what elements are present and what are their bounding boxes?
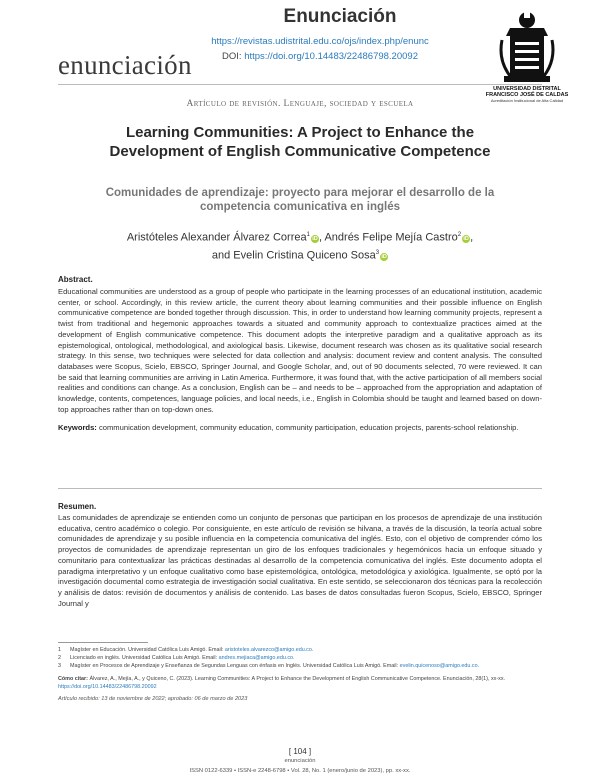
citation-label: Cómo citar: (58, 676, 88, 682)
author-footnote-ref[interactable]: 1 (306, 232, 310, 238)
footnote-email-link[interactable]: evelin.quicenoso@amigo.edu.co. (399, 663, 480, 669)
author-list: Aristóteles Alexander Álvarez Correa$^1$iD, Andrés Felipe Mejía Castro$^2$iD, and Evelin Cristina Quiceno Sosa$^3$iD (126, 231, 474, 262)
journal-logo-wordmark: enunciación (58, 50, 192, 80)
university-name-line2: FRANCISCO JOSÉ DE CALDAS (485, 92, 569, 98)
keywords-label: Keywords: (58, 423, 97, 432)
university-accreditation: Acreditación Institucional de Alta Calidad (490, 98, 564, 103)
article-title: Learning Communities: A Project to Enhance the Development of English Communicative Competence (109, 124, 491, 160)
footnote-email-link[interactable]: andres.mejiaca@amigo.edu.co. (218, 655, 295, 661)
orcid-icon[interactable]: iD (463, 235, 469, 242)
author-footnote-ref[interactable]: 3 (375, 250, 380, 257)
author-name: and Evelin Cristina Quiceno Sosa (211, 249, 376, 262)
orcid-icon[interactable]: iD (381, 253, 387, 260)
resumen-heading: Resumen. (58, 502, 97, 511)
doi-link[interactable]: https://doi.org/10.14483/22486798.20092 (244, 51, 418, 62)
header-divider (58, 84, 542, 85)
author-footnote-ref[interactable]: 2 (457, 232, 462, 238)
footnote-number: 3 (58, 663, 61, 669)
resumen-body: Las comunidades de aprendizaje se entienden como un conjunto de personas que participan en los procesos de aprendizaje de una institución educativa, centro académico o colegio. Por consiguiente, en este artículo de revisión se hilvana, a través de la discusión, la teoría actual sobre comunidades de aprendizaje y su posible influencia en la competencia comunicativa del inglés. Esto, con el objetivo de comprender cómo los proyectos de comunidades de aprendizaje representan un giro de los enfoques tradicionales y hegemónicos hacia un enfoque situado y comunitario para contextualizar las prácticas destinadas al desarrollo de la competencia comunicativa del inglés. Este documento adopta el paradigma interpretativo y un enfoque cualitativo como base epistemológica, ontológica, metodológica y axiológica. Igualmente, se optó por la investigación documental como estrategia de investigación social cualitativa. En este sentido, se seleccionaron dos técnicas para la recolección y análisis de datos: revisión de documentos y análisis de contenido. Las bases de datos consultadas fueron Scopus, Scielo, EBSCO, Springer Journal y (58, 513, 542, 608)
keywords-paragraph (58, 423, 542, 434)
footnote (58, 646, 542, 654)
footnote-email-link[interactable]: aristoteles.alvarezco@amigo.edu.co. (224, 647, 314, 653)
footer-issn: ISSN 0122-6339 • ISSN-e 2248-6798 • Vol. 28, No. 1 (enero/junio de 2023), pp. xx-xx. (189, 768, 411, 774)
doi-label: DOI: (222, 51, 242, 62)
footnote-text: Licenciado en inglés. Universidad Católica Luis Amigó. Email: (70, 655, 219, 661)
abstract-heading: Abstract. (58, 275, 93, 284)
footnote-text: Magíster en Procesos de Aprendizaje y Enseñanza de Segundas Lenguas con énfasis en Inglés. Universidad Católica Luis Amigó. Email: (70, 663, 400, 669)
footnote (58, 654, 542, 662)
page-number: [ 104 ] (288, 747, 312, 756)
footnote-number: 1 (58, 647, 61, 653)
footnote-number: 2 (58, 655, 61, 661)
university-crest-icon (496, 10, 558, 84)
keywords-list: communication development, community education, community participation, education projects, parents-school relationship. (98, 423, 519, 432)
doi-line (190, 51, 450, 62)
journal-title: Enunciación (283, 6, 397, 27)
university-name-line1: UNIVERSIDAD DISTRITAL (493, 86, 561, 92)
author-name: Aristóteles Alexander Álvarez Correa (126, 231, 307, 244)
received-dates: Artículo recibido: 13 de noviembre de 2022; aprobado: 06 de marzo de 2023 (58, 696, 248, 702)
footnote-divider (58, 642, 148, 643)
footnote (58, 662, 542, 670)
article-section: Artículo de revisión. Lenguaje, sociedad y escuela (186, 99, 414, 109)
orcid-icon[interactable]: iD (312, 235, 318, 242)
abstract-body: Educational communities are understood as a group of people who participate in the learning processes of an educational institution, academic center, or school. Accordingly, in this review article, the current theory about learning communities and their possible influence on English communicative competence are bonded together through discussion. This, in order to understand how learning community projects, represent a twist from traditional and hegemonic approaches towards a situated and community approach to contextualize practices aimed at the development of English communicative competence. This document adopts the interpretive paradigm and a qualitative approach as its epistemological, ontological, methodological, and axiological basis. Likewise, document research was chosen as its qualitative social research strategy. In this sense, two techniques were selected for data collection and analysis: document review and content analysis. The consulted databases were Scopus, Scielo, EBSCO, Springer Journal, and Google Scholar, and, out of 90 documents selected, 70 were reviewed. It can be said that learning communities are arriving in Latin America. Furthermore, it was found that, with the active participation of all members social realities and conditions can change. As a conclusion, English can be – and needs to be – approached from the appropriation and adaptation of knowledge, contents, competences, language policies, and local needs, i.e., English in Colombia should be taught and learned based on down-top approaches rather than on top-down ones. (58, 287, 542, 414)
footnote-text: Magíster en Educación. Universidad Católica Luis Amigó. Email: (70, 647, 225, 653)
author-name: Andrés Felipe Mejía Castro (324, 231, 458, 244)
journal-url-link[interactable]: https://revistas.udistrital.edu.co/ojs/index.php/enunc (211, 36, 429, 47)
citation-block (58, 675, 542, 691)
footer-journal-name: enunciación (284, 758, 316, 764)
citation-doi-link[interactable]: https://doi.org/10.14483/22486798.20092 (58, 684, 157, 690)
citation-text: Álvarez, A., Mejía, A., y Quiceno, C. (2023). Learning Communities: A Project to Enhance the Development of English Communicative Competence. Enunciación, 28(1), xx-xx. (89, 676, 506, 682)
section-divider (58, 488, 542, 489)
article-subtitle: Comunidades de aprendizaje: proyecto para mejorar el desarrollo de la competencia comunicativa en inglés (105, 187, 495, 213)
